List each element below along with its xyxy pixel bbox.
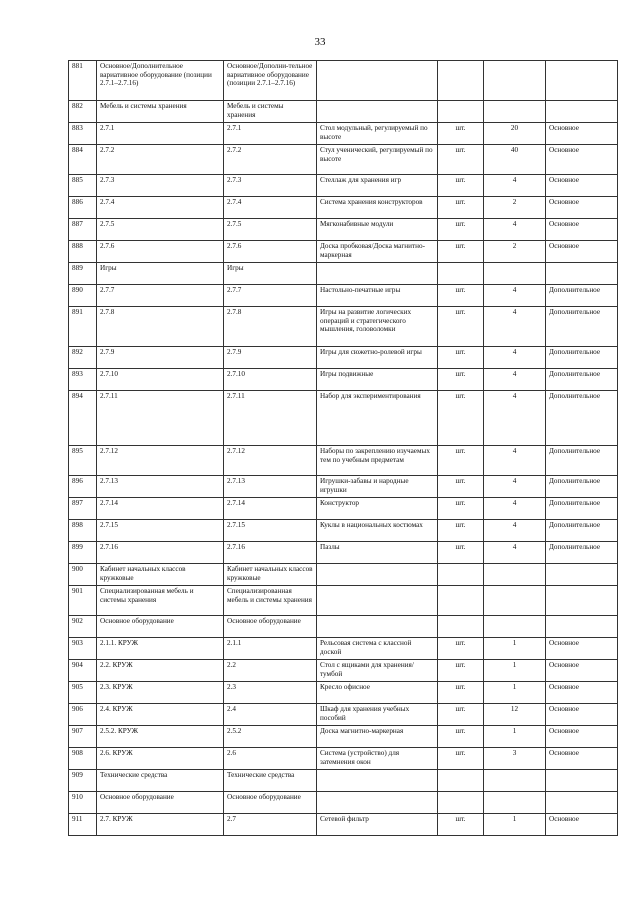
quantity-cell: 4: [484, 219, 546, 241]
item-name-cell: [317, 564, 438, 586]
section-code-cell: 2.7.5: [97, 219, 224, 241]
section-code-cell: 2.7. КРУЖ: [97, 814, 224, 836]
row-number-cell: 904: [69, 660, 97, 682]
row-number-cell: 898: [69, 520, 97, 542]
equipment-table-body: [69, 61, 618, 836]
table-row: [69, 476, 618, 498]
row-number-cell: 908: [69, 748, 97, 770]
section-code-cell: 2.4. КРУЖ: [97, 704, 224, 726]
row-number-cell: 887: [69, 219, 97, 241]
unit-cell: шт.: [438, 726, 484, 748]
position-code-cell: Основное/Дополни-тельное вариативное оборудование (позиции 2.7.1–2.7.16): [224, 61, 317, 101]
equipment-type-cell: Дополнительное: [546, 498, 618, 520]
row-number-cell: 911: [69, 814, 97, 836]
section-code-cell: Основное оборудование: [97, 792, 224, 814]
quantity-cell: 12: [484, 704, 546, 726]
table-row: [69, 197, 618, 219]
quantity-cell: 4: [484, 175, 546, 197]
position-code-cell: Технические средства: [224, 770, 317, 792]
table-row: [69, 61, 618, 101]
quantity-cell: [484, 616, 546, 638]
quantity-cell: [484, 586, 546, 616]
unit-cell: шт.: [438, 704, 484, 726]
row-number-cell: 902: [69, 616, 97, 638]
position-code-cell: 2.7.15: [224, 520, 317, 542]
quantity-cell: 4: [484, 498, 546, 520]
table-row: [69, 391, 618, 446]
table-row: [69, 219, 618, 241]
position-code-cell: 2.7.10: [224, 369, 317, 391]
position-code-cell: Специализированная мебель и системы хранения: [224, 586, 317, 616]
position-code-cell: 2.7: [224, 814, 317, 836]
position-code-cell: 2.7.8: [224, 307, 317, 347]
unit-cell: шт.: [438, 219, 484, 241]
equipment-table: [68, 60, 618, 836]
section-code-cell: Игры: [97, 263, 224, 285]
item-name-cell: Стол модульный, регулируемый по высоте: [317, 123, 438, 145]
position-code-cell: 2.7.9: [224, 347, 317, 369]
table-row: [69, 175, 618, 197]
table-row: [69, 498, 618, 520]
section-code-cell: 2.7.4: [97, 197, 224, 219]
item-name-cell: Сетевой фильтр: [317, 814, 438, 836]
row-number-cell: 910: [69, 792, 97, 814]
equipment-type-cell: [546, 564, 618, 586]
table-row: [69, 520, 618, 542]
equipment-type-cell: Основное: [546, 682, 618, 704]
position-code-cell: Мебель и системы хранения: [224, 101, 317, 123]
position-code-cell: 2.2: [224, 660, 317, 682]
equipment-type-cell: Дополнительное: [546, 476, 618, 498]
unit-cell: шт.: [438, 307, 484, 347]
unit-cell: шт.: [438, 542, 484, 564]
quantity-cell: 1: [484, 638, 546, 660]
equipment-type-cell: [546, 616, 618, 638]
item-name-cell: Игры на развитие логических операций и стратегического мышления, головоломки: [317, 307, 438, 347]
quantity-cell: 1: [484, 726, 546, 748]
table-row: [69, 704, 618, 726]
equipment-type-cell: Дополнительное: [546, 369, 618, 391]
row-number-cell: 891: [69, 307, 97, 347]
item-name-cell: [317, 616, 438, 638]
equipment-type-cell: Дополнительное: [546, 307, 618, 347]
item-name-cell: Пазлы: [317, 542, 438, 564]
table-row: [69, 369, 618, 391]
item-name-cell: Настольно-печатные игры: [317, 285, 438, 307]
row-number-cell: 890: [69, 285, 97, 307]
row-number-cell: 881: [69, 61, 97, 101]
quantity-cell: 4: [484, 446, 546, 476]
equipment-type-cell: Дополнительное: [546, 520, 618, 542]
quantity-cell: 1: [484, 814, 546, 836]
unit-cell: шт.: [438, 145, 484, 175]
table-row: [69, 123, 618, 145]
unit-cell: шт.: [438, 123, 484, 145]
quantity-cell: 2: [484, 241, 546, 263]
position-code-cell: 2.4: [224, 704, 317, 726]
position-code-cell: 2.5.2: [224, 726, 317, 748]
table-row: [69, 542, 618, 564]
position-code-cell: 2.7.12: [224, 446, 317, 476]
table-row: [69, 814, 618, 836]
position-code-cell: Основное оборудование: [224, 616, 317, 638]
row-number-cell: 884: [69, 145, 97, 175]
unit-cell: шт.: [438, 347, 484, 369]
section-code-cell: Мебель и системы хранения: [97, 101, 224, 123]
quantity-cell: [484, 263, 546, 285]
quantity-cell: 4: [484, 285, 546, 307]
item-name-cell: [317, 586, 438, 616]
row-number-cell: 888: [69, 241, 97, 263]
section-code-cell: Основное/Дополнительное вариативное оборудование (позиции 2.7.1–2.7.16): [97, 61, 224, 101]
section-code-cell: 2.7.14: [97, 498, 224, 520]
equipment-type-cell: Дополнительное: [546, 347, 618, 369]
item-name-cell: [317, 770, 438, 792]
row-number-cell: 896: [69, 476, 97, 498]
unit-cell: шт.: [438, 476, 484, 498]
unit-cell: [438, 770, 484, 792]
table-row: [69, 792, 618, 814]
equipment-type-cell: Дополнительное: [546, 542, 618, 564]
equipment-type-cell: Основное: [546, 814, 618, 836]
row-number-cell: 897: [69, 498, 97, 520]
equipment-type-cell: [546, 792, 618, 814]
item-name-cell: Рельсовая система с классной доской: [317, 638, 438, 660]
equipment-type-cell: [546, 586, 618, 616]
item-name-cell: Мягконабивные модули: [317, 219, 438, 241]
item-name-cell: [317, 61, 438, 101]
section-code-cell: Специализированная мебель и системы хранения: [97, 586, 224, 616]
row-number-cell: 894: [69, 391, 97, 446]
row-number-cell: 909: [69, 770, 97, 792]
quantity-cell: 4: [484, 307, 546, 347]
quantity-cell: [484, 564, 546, 586]
item-name-cell: Стол с ящиками для хранения/тумбой: [317, 660, 438, 682]
position-code-cell: 2.7.13: [224, 476, 317, 498]
table-row: [69, 145, 618, 175]
table-row: [69, 347, 618, 369]
table-row: [69, 307, 618, 347]
row-number-cell: 889: [69, 263, 97, 285]
quantity-cell: [484, 792, 546, 814]
position-code-cell: 2.7.7: [224, 285, 317, 307]
quantity-cell: 4: [484, 369, 546, 391]
item-name-cell: [317, 101, 438, 123]
unit-cell: [438, 564, 484, 586]
quantity-cell: 1: [484, 682, 546, 704]
section-code-cell: 2.7.6: [97, 241, 224, 263]
row-number-cell: 903: [69, 638, 97, 660]
position-code-cell: 2.6: [224, 748, 317, 770]
table-row: [69, 446, 618, 476]
equipment-type-cell: Основное: [546, 726, 618, 748]
row-number-cell: 895: [69, 446, 97, 476]
section-code-cell: 2.7.16: [97, 542, 224, 564]
section-code-cell: 2.3. КРУЖ: [97, 682, 224, 704]
row-number-cell: 906: [69, 704, 97, 726]
unit-cell: шт.: [438, 197, 484, 219]
row-number-cell: 882: [69, 101, 97, 123]
unit-cell: шт.: [438, 446, 484, 476]
table-row: [69, 660, 618, 682]
unit-cell: шт.: [438, 498, 484, 520]
unit-cell: шт.: [438, 682, 484, 704]
page-number: 33: [314, 36, 326, 48]
quantity-cell: 4: [484, 476, 546, 498]
item-name-cell: Доска пробковая/Доска магнитно-маркерная: [317, 241, 438, 263]
equipment-type-cell: Основное: [546, 660, 618, 682]
section-code-cell: 2.7.9: [97, 347, 224, 369]
row-number-cell: 885: [69, 175, 97, 197]
row-number-cell: 893: [69, 369, 97, 391]
table-row: [69, 285, 618, 307]
equipment-type-cell: [546, 101, 618, 123]
equipment-type-cell: Основное: [546, 704, 618, 726]
unit-cell: шт.: [438, 638, 484, 660]
table-row: [69, 770, 618, 792]
item-name-cell: [317, 792, 438, 814]
quantity-cell: 3: [484, 748, 546, 770]
unit-cell: шт.: [438, 391, 484, 446]
table-row: [69, 586, 618, 616]
unit-cell: [438, 792, 484, 814]
equipment-type-cell: [546, 770, 618, 792]
section-code-cell: Кабинет начальных классов кружковые: [97, 564, 224, 586]
equipment-type-cell: Основное: [546, 638, 618, 660]
quantity-cell: 40: [484, 145, 546, 175]
quantity-cell: 4: [484, 391, 546, 446]
unit-cell: [438, 263, 484, 285]
quantity-cell: 20: [484, 123, 546, 145]
equipment-type-cell: Дополнительное: [546, 285, 618, 307]
position-code-cell: Кабинет начальных классов кружковые: [224, 564, 317, 586]
unit-cell: шт.: [438, 660, 484, 682]
equipment-type-cell: Основное: [546, 748, 618, 770]
position-code-cell: 2.7.11: [224, 391, 317, 446]
section-code-cell: 2.7.15: [97, 520, 224, 542]
row-number-cell: 892: [69, 347, 97, 369]
section-code-cell: 2.7.11: [97, 391, 224, 446]
position-code-cell: 2.7.4: [224, 197, 317, 219]
unit-cell: шт.: [438, 748, 484, 770]
section-code-cell: 2.7.8: [97, 307, 224, 347]
item-name-cell: Куклы в национальных костюмах: [317, 520, 438, 542]
unit-cell: шт.: [438, 369, 484, 391]
item-name-cell: Конструктор: [317, 498, 438, 520]
position-code-cell: 2.1.1: [224, 638, 317, 660]
item-name-cell: Игрушки-забавы и народные игрушки: [317, 476, 438, 498]
section-code-cell: 2.7.2: [97, 145, 224, 175]
table-row: [69, 616, 618, 638]
item-name-cell: Кресло офисное: [317, 682, 438, 704]
section-code-cell: 2.7.12: [97, 446, 224, 476]
row-number-cell: 883: [69, 123, 97, 145]
item-name-cell: Система хранения конструкторов: [317, 197, 438, 219]
section-code-cell: 2.5.2. КРУЖ: [97, 726, 224, 748]
position-code-cell: Основное оборудование: [224, 792, 317, 814]
unit-cell: шт.: [438, 175, 484, 197]
table-row: [69, 101, 618, 123]
quantity-cell: [484, 61, 546, 101]
equipment-type-cell: Дополнительное: [546, 446, 618, 476]
equipment-type-cell: Основное: [546, 123, 618, 145]
row-number-cell: 899: [69, 542, 97, 564]
position-code-cell: 2.7.3: [224, 175, 317, 197]
section-code-cell: Основное оборудование: [97, 616, 224, 638]
position-code-cell: 2.3: [224, 682, 317, 704]
table-row: [69, 241, 618, 263]
equipment-type-cell: Основное: [546, 145, 618, 175]
table-row: [69, 564, 618, 586]
item-name-cell: Стеллаж для хранения игр: [317, 175, 438, 197]
position-code-cell: 2.7.16: [224, 542, 317, 564]
item-name-cell: Стул ученический, регулируемый по высоте: [317, 145, 438, 175]
position-code-cell: Игры: [224, 263, 317, 285]
row-number-cell: 886: [69, 197, 97, 219]
quantity-cell: 1: [484, 660, 546, 682]
unit-cell: [438, 101, 484, 123]
item-name-cell: [317, 263, 438, 285]
row-number-cell: 907: [69, 726, 97, 748]
quantity-cell: 4: [484, 520, 546, 542]
position-code-cell: 2.7.14: [224, 498, 317, 520]
unit-cell: шт.: [438, 814, 484, 836]
quantity-cell: [484, 101, 546, 123]
position-code-cell: 2.7.2: [224, 145, 317, 175]
equipment-type-cell: [546, 61, 618, 101]
row-number-cell: 905: [69, 682, 97, 704]
section-code-cell: 2.7.3: [97, 175, 224, 197]
unit-cell: [438, 616, 484, 638]
position-code-cell: 2.7.6: [224, 241, 317, 263]
quantity-cell: 2: [484, 197, 546, 219]
item-name-cell: Наборы по закреплению изучаемых тем по учебным предметам: [317, 446, 438, 476]
table-row: [69, 748, 618, 770]
unit-cell: шт.: [438, 285, 484, 307]
quantity-cell: 4: [484, 542, 546, 564]
section-code-cell: 2.2. КРУЖ: [97, 660, 224, 682]
item-name-cell: Доска магнитно-маркерная: [317, 726, 438, 748]
section-code-cell: 2.1.1. КРУЖ: [97, 638, 224, 660]
unit-cell: шт.: [438, 520, 484, 542]
equipment-type-cell: [546, 263, 618, 285]
section-code-cell: 2.6. КРУЖ: [97, 748, 224, 770]
position-code-cell: 2.7.5: [224, 219, 317, 241]
equipment-type-cell: Основное: [546, 175, 618, 197]
item-name-cell: Система (устройство) для затемнения окон: [317, 748, 438, 770]
equipment-type-cell: Дополнительное: [546, 391, 618, 446]
section-code-cell: Технические средства: [97, 770, 224, 792]
unit-cell: [438, 61, 484, 101]
row-number-cell: 900: [69, 564, 97, 586]
unit-cell: [438, 586, 484, 616]
item-name-cell: Набор для экспериментирования: [317, 391, 438, 446]
equipment-type-cell: Основное: [546, 241, 618, 263]
equipment-type-cell: Основное: [546, 197, 618, 219]
section-code-cell: 2.7.7: [97, 285, 224, 307]
table-row: [69, 726, 618, 748]
table-row: [69, 263, 618, 285]
table-row: [69, 638, 618, 660]
item-name-cell: Игры подвижные: [317, 369, 438, 391]
item-name-cell: Игры для сюжетно-ролевой игры: [317, 347, 438, 369]
section-code-cell: 2.7.10: [97, 369, 224, 391]
equipment-type-cell: Основное: [546, 219, 618, 241]
unit-cell: шт.: [438, 241, 484, 263]
section-code-cell: 2.7.13: [97, 476, 224, 498]
table-row: [69, 682, 618, 704]
item-name-cell: Шкаф для хранения учебных пособий: [317, 704, 438, 726]
quantity-cell: 4: [484, 347, 546, 369]
position-code-cell: 2.7.1: [224, 123, 317, 145]
row-number-cell: 901: [69, 586, 97, 616]
quantity-cell: [484, 770, 546, 792]
section-code-cell: 2.7.1: [97, 123, 224, 145]
